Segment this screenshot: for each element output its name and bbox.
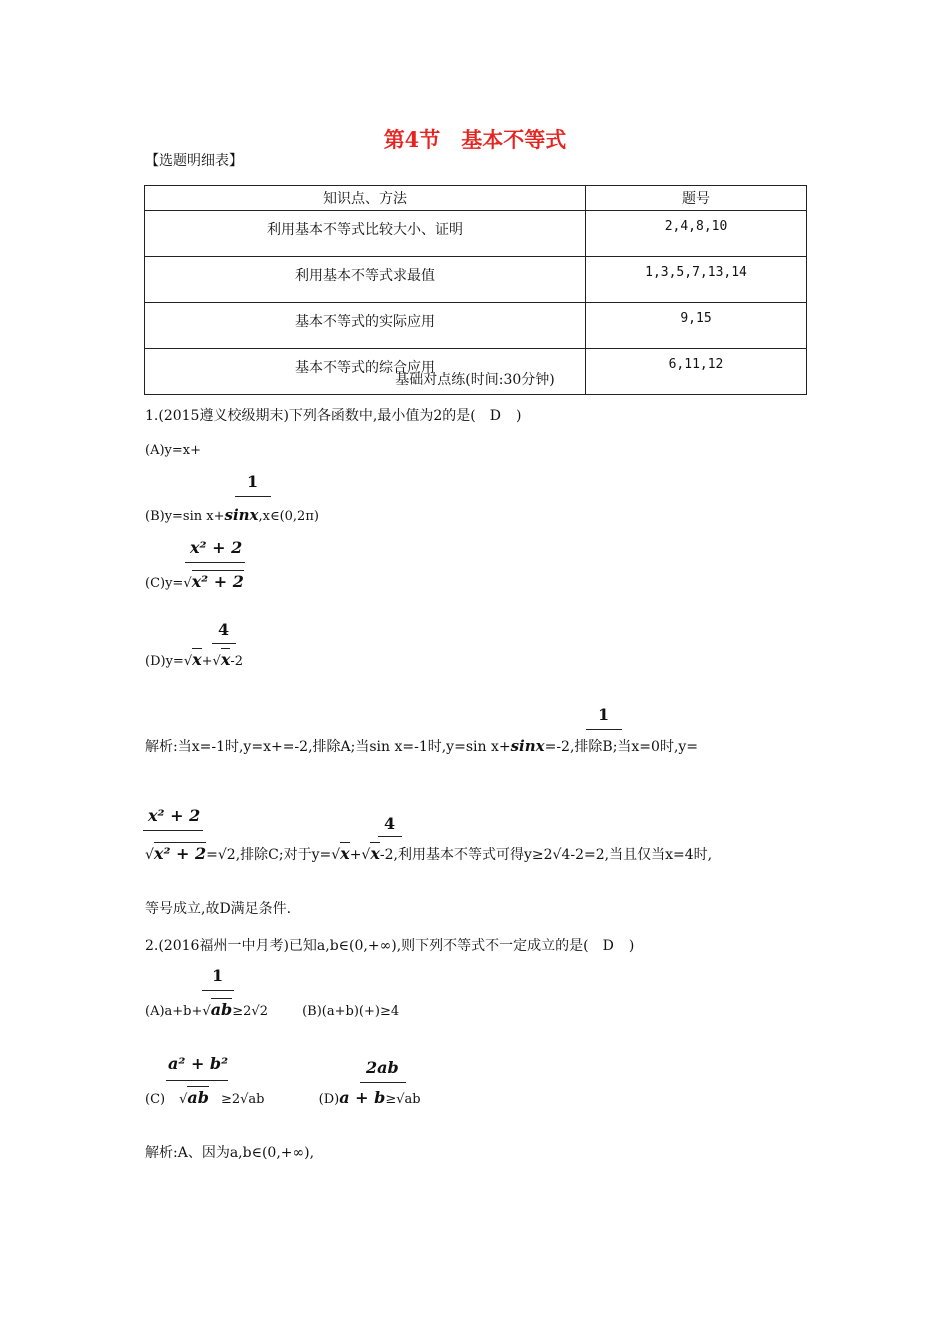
table-cell-nums: 2,4,8,10 [586, 211, 807, 257]
q1-d-numerator: 4 [218, 620, 230, 639]
q2-c-numerator: a² + b² [168, 1054, 229, 1073]
practice-header: 基础对点练(时间:30分钟) [395, 372, 555, 388]
q2-option-a: (A)a+b+√ab≥2√2 [145, 1000, 268, 1019]
page-title: 第4节 基本不等式 [383, 127, 567, 152]
analysis-numerator: 4 [384, 814, 396, 833]
table-cell-topic: 基本不等式的综合应用 [145, 349, 586, 395]
fraction-bar [235, 496, 271, 497]
fraction-bar [143, 830, 203, 831]
fraction-bar [202, 990, 234, 991]
analysis-numerator: 1 [598, 705, 610, 724]
analysis-numerator: x² + 2 [148, 806, 201, 825]
q2-options-cd [145, 1086, 421, 1107]
table-row [145, 257, 807, 303]
table-row [145, 303, 807, 349]
q2-d-numerator: 2ab [366, 1058, 399, 1077]
table-cell-topic: 利用基本不等式比较大小、证明 [145, 211, 586, 257]
q2-option-d: (D)a + b≥√ab [318, 1088, 421, 1107]
q1-analysis-line3: 等号成立,故D满足条件. [145, 901, 292, 917]
q1-analysis-line2: √x² + 2=√2,排除C;对于y=√x+√x-2,利用基本不等式可得y≥2√4-2=2,当且仅当x=4时, [145, 844, 713, 863]
section-label: 【选题明细表】 [145, 153, 243, 169]
fraction-bar [360, 1082, 406, 1083]
q2-stem: 2.(2016福州一中月考)已知a,b∈(0,+∞),则下列不等式不一定成立的是( D ) [145, 938, 635, 954]
fraction-bar [185, 562, 245, 563]
table-row [145, 211, 807, 257]
fraction-bar [378, 836, 402, 837]
q2-answer: D [602, 938, 615, 954]
fraction-bar [586, 729, 622, 730]
table-cell-topic: 利用基本不等式求最值 [145, 257, 586, 303]
q1-c-numerator: x² + 2 [190, 538, 243, 557]
q2-option-c: (C) √ab ≥2√ab [145, 1088, 265, 1107]
q1-option-b: (B)y=sin x+sinx,x∈(0,2π) [145, 506, 319, 524]
table-cell-nums: 1,3,5,7,13,14 [586, 257, 807, 303]
q1-b-numerator: 1 [247, 472, 259, 491]
table-header-row [145, 186, 807, 211]
q2-analysis: 解析:A、因为a,b∈(0,+∞), [145, 1145, 315, 1161]
topic-table [144, 185, 807, 395]
fraction-bar [212, 643, 236, 644]
q1-analysis-line1: 解析:当x=-1时,y=x+=-2,排除A;当sin x=-1时,y=sin x+sinx=-2,排除B;当x=0时,y= [145, 737, 699, 755]
fraction-bar [166, 1080, 228, 1081]
q1-option-c: (C)y=√x² + 2 [145, 572, 244, 591]
q1-b-denominator: sinx [224, 506, 259, 524]
table-header: 知识点、方法 [145, 186, 586, 211]
q2-options-ab [145, 998, 399, 1019]
q1-stem: 1.(2015遵义校级期末)下列各函数中,最小值为2的是( D ) [145, 408, 522, 424]
q1-option-a: (A)y=x+ [145, 443, 201, 458]
q2-a-numerator: 1 [212, 966, 224, 985]
table-cell-nums: 6,11,12 [586, 349, 807, 395]
q1-option-d: (D)y=√x+√x-2 [145, 650, 244, 669]
table-cell-topic: 基本不等式的实际应用 [145, 303, 586, 349]
q1-answer: D [489, 408, 502, 424]
q1-c-denominator: x² + 2 [191, 572, 244, 591]
q2-option-b: (B)(a+b)(+)≥4 [302, 1004, 400, 1019]
table-cell-nums: 9,15 [586, 303, 807, 349]
table-header: 题号 [586, 186, 807, 211]
